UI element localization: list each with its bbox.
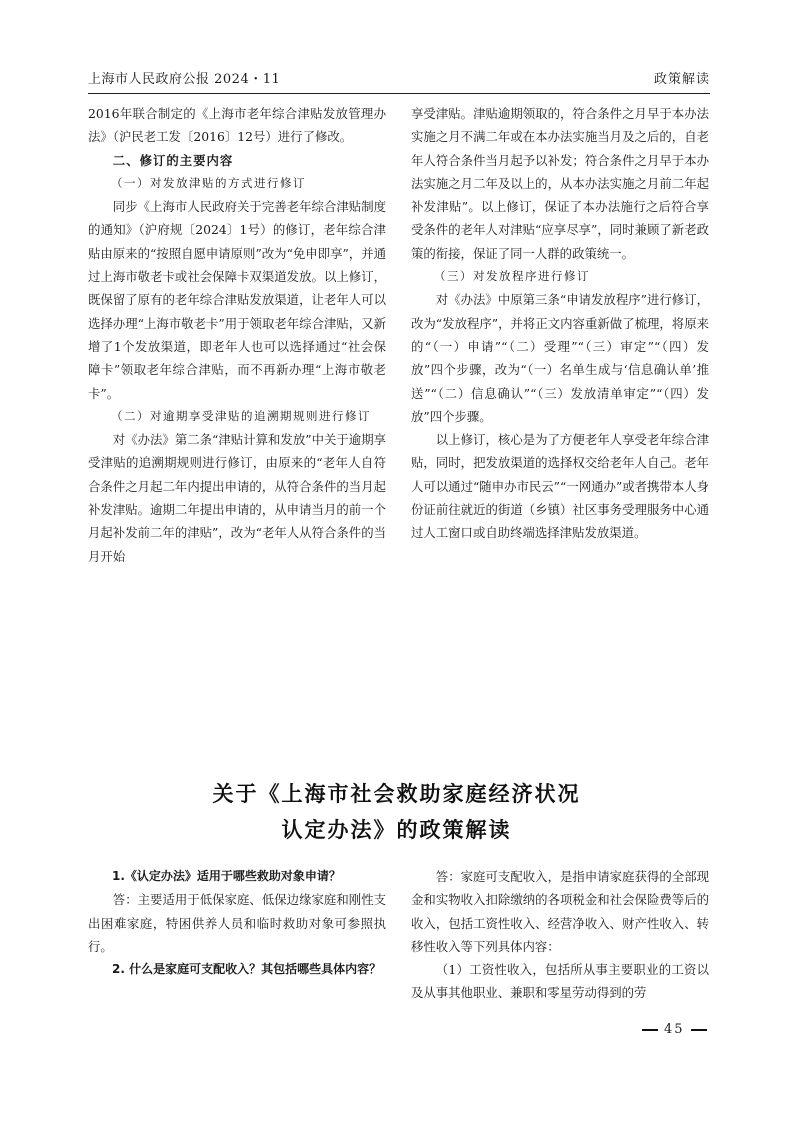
page-number [636, 1022, 713, 1037]
article1-column-left [88, 102, 386, 568]
header-rule [88, 93, 710, 94]
subsection-heading: （三）对发放程序进行修订 [434, 269, 590, 284]
page-number-value: 45 [664, 1022, 685, 1037]
paragraph-continuation: 享受津贴。津贴逾期领取的，符合条件之月早于本办法实施之月不满二年或在本办法实施当月及之后的，自老年人符合条件当月起予以补发；符合条件之月早于本办法实施之月二年及以上的，从本办法实施之月前二年起补发津贴”。以上修订，保证了本办法施行之后符合享受条件的老年人对津贴“应享尽享”，同时兼顾了新老政策的衔接，保证了同一人群的政策统一。 [411, 106, 709, 261]
article2-title-line1: 关于《上海市社会救助家庭经济状况 [212, 782, 581, 806]
answer-paragraph: 答：家庭可支配收入，是指申请家庭获得的全部现金和实物收入扣除缴纳的各项税金和社会保险费等后的收入，包括工资性收入、经营净收入、财产性收入、转移性收入等下列具体内容： [411, 869, 709, 954]
article2-title-line2: 认定办法》的政策解读 [281, 818, 512, 842]
article2-column-right [411, 865, 709, 1005]
paragraph-continuation: 2016年联合制定的《上海市老年综合津贴发放管理办法》（沪民老工发〔2016〕12号）进行了修改。 [88, 106, 386, 145]
section-label: 政策解读 [653, 72, 710, 87]
answer-paragraph: 答：主要适用于低保家庭、低保边缘家庭和刚性支出困难家庭，特困供养人员和临时救助对象可参照执行。 [88, 892, 386, 954]
paragraph: 同步《上海市人民政府关于完善老年综合津贴制度的通知》（沪府规〔2024〕1号）的修订，老年综合津贴由原来的“按照自愿申请原则”改为“免申即享”，并通过上海市敬老卡或社会保障卡双渠道发放。以上修订，既保留了原有的老年综合津贴发放渠道，让老年人可以选择办理“上海市敬老卡”用于领取老年综合津贴，又新增了1个发放渠道，即老年人也可以选择通过“社会保障卡”领取老年综合津贴，而不再新办理“上海市敬老卡”。 [88, 199, 386, 401]
article2-title [0, 776, 793, 848]
section-heading: 二、修订的主要内容 [112, 152, 234, 168]
question-heading: 1.《认定办法》适用于哪些救助对象申请？ [112, 869, 341, 883]
publication-title: 上海市人民政府公报 2024・11 [88, 72, 281, 87]
subsection-heading: （一）对发放津贴的方式进行修订 [111, 175, 306, 190]
article2-column-left [88, 865, 386, 981]
paragraph: （1）工资性收入，包括所从事主要职业的工资以及从事其他职业、兼职和零星劳动得到的劳 [411, 962, 709, 1001]
paragraph: 以上修订，核心是为了方便老年人享受老年综合津贴，同时，把发放渠道的选择权交给老年人自己。老年人可以通过“随申办市民云”“一网通办”或者携带本人身份证前往就近的街道（乡镇）社区事务受理服务中心通过人工窗口或自助终端选择津贴发放渠道。 [411, 432, 709, 541]
paragraph: 对《办法》中原第三条“申请发放程序”进行修订，改为“发放程序”，并将正文内容重新做了梳理，将原来的“（一）申请”“（二）受理”“（三）审定”“（四）发放”四个步骤，改为“（一）名单生成与‘信息确认单’推送”“（二）信息确认”“（三）发放清单审定”“（四）发放”四个步骤。 [411, 292, 709, 424]
dash-right [691, 1029, 707, 1031]
article1-column-right [411, 102, 709, 545]
paragraph: 对《办法》第二条“津贴计算和发放”中关于逾期享受津贴的追溯期规则进行修订，由原来的“老年人自符合条件之月起二年内提出申请的，从符合条件的当月起补发津贴。逾期二年提出申请的，从申请当月的前一个月起补发前二年的津贴”，改为“老年人从符合条件的当月开始 [88, 432, 386, 564]
question-heading: 2. 什么是家庭可支配收入？其包括哪些具体内容？ [112, 962, 382, 977]
subsection-heading: （二）对逾期享受津贴的追溯期规则进行修订 [111, 408, 371, 423]
dash-left [642, 1029, 658, 1031]
running-header [88, 60, 710, 94]
